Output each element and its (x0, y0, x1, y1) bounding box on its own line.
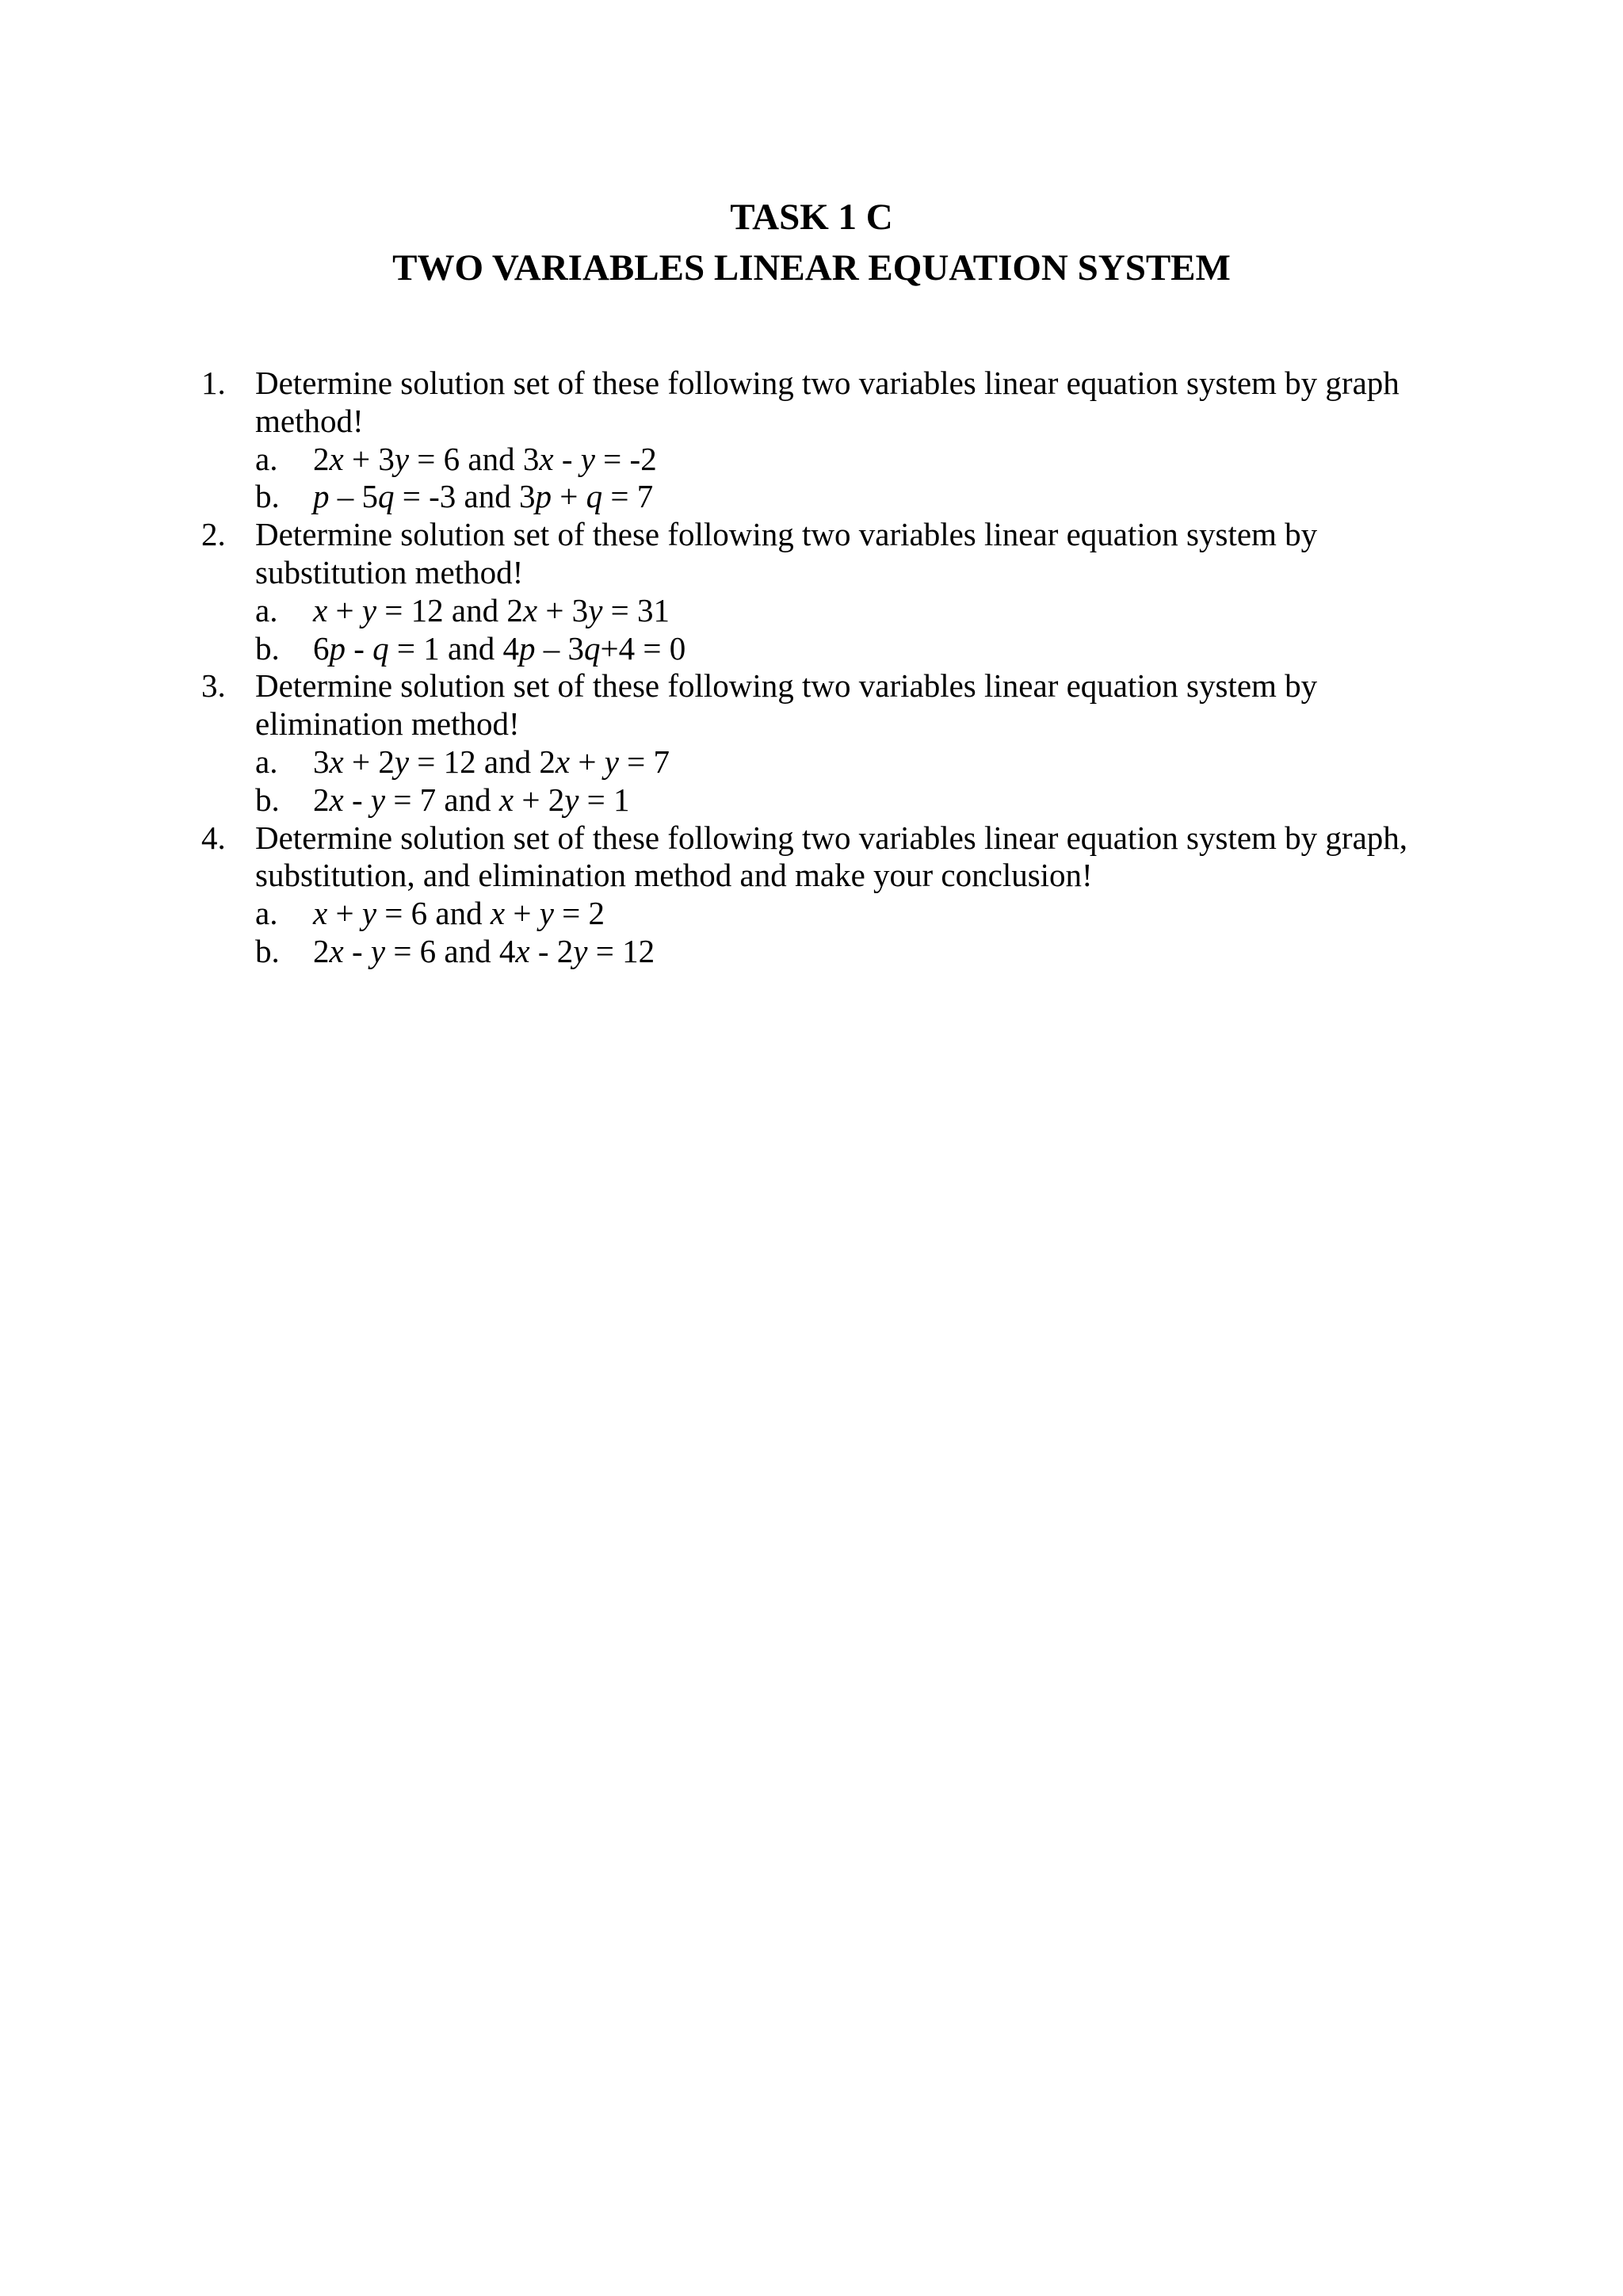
variable: x (555, 743, 571, 780)
task-4-item-a (255, 895, 1434, 933)
variable: y (394, 743, 410, 780)
item-letter: b. (255, 932, 280, 969)
task-number: 1. (201, 365, 226, 401)
variable: p (329, 629, 346, 667)
variable: x (522, 591, 538, 628)
variable: y (573, 932, 588, 969)
variable: x (490, 895, 506, 932)
equation: p – 5q = -3 and 3p + q = 7 (313, 478, 654, 515)
variable: y (370, 781, 386, 818)
item-letter: b. (255, 478, 280, 515)
variable: x (329, 440, 344, 477)
equation: 2x + 3y = 6 and 3x - y = -2 (313, 440, 657, 477)
item-letter: b. (255, 629, 280, 667)
variable: x (329, 932, 344, 969)
item-letter: a. (255, 743, 278, 780)
task-1-item-a (255, 441, 1434, 479)
variable: y (580, 440, 595, 477)
item-letter: b. (255, 781, 280, 818)
document-title (0, 192, 1623, 293)
variable: p (518, 629, 536, 667)
variable: x (329, 743, 344, 780)
title-line-2: TWO VARIABLES LINEAR EQUATION SYSTEM (392, 247, 1231, 288)
variable: x (329, 781, 344, 818)
equation: 3x + 2y = 12 and 2x + y = 7 (313, 743, 670, 780)
variable: y (361, 591, 377, 628)
variable: y (370, 932, 386, 969)
variable: y (394, 440, 410, 477)
title-line-1: TASK 1 C (730, 197, 893, 238)
task-2-item-b (255, 630, 1434, 668)
variable: q (378, 478, 395, 515)
item-letter: a. (255, 440, 278, 477)
equation: x + y = 12 and 2x + 3y = 31 (313, 591, 670, 628)
task-number: 3. (201, 667, 226, 705)
task-2-item-a (255, 592, 1434, 630)
task-1 (198, 365, 1434, 516)
item-letter: a. (255, 591, 278, 628)
variable: x (539, 440, 554, 477)
task-4 (198, 819, 1434, 971)
equation: x + y = 6 and x + y = 2 (313, 895, 605, 932)
equation: 6p - q = 1 and 4p – 3q+4 = 0 (313, 629, 686, 667)
variable: x (313, 895, 328, 932)
task-number: 4. (201, 819, 226, 856)
variable: y (539, 895, 554, 932)
task-3-item-b (255, 781, 1434, 819)
variable: q (372, 629, 389, 667)
variable: y (564, 781, 579, 818)
task-2 (198, 516, 1434, 667)
task-instruction: Determine solution set of these following two variables linear equation system by substitution method! (255, 516, 1318, 590)
equation: 2x - y = 7 and x + 2y = 1 (313, 781, 630, 818)
variable: p (535, 478, 552, 515)
task-instruction: Determine solution set of these following two variables linear equation system by graph method! (255, 365, 1400, 439)
task-4-item-b (255, 933, 1434, 971)
task-1-item-b (255, 478, 1434, 516)
variable: y (588, 591, 603, 628)
task-instruction: Determine solution set of these following two variables linear equation system by elimination method! (255, 667, 1318, 743)
task-number: 2. (201, 516, 226, 553)
task-instruction: Determine solution set of these following two variables linear equation system by graph, substitution, and elimination method and make your conclusion! (255, 819, 1408, 894)
variable: y (361, 895, 377, 932)
task-3-item-a (255, 743, 1434, 781)
equation: 2x - y = 6 and 4x - 2y = 12 (313, 932, 655, 969)
variable: q (586, 478, 603, 515)
variable: x (515, 932, 530, 969)
task-3 (198, 667, 1434, 819)
variable: x (498, 781, 514, 818)
variable: y (604, 743, 619, 780)
task-list (198, 365, 1434, 971)
variable: p (313, 478, 330, 515)
variable: x (313, 591, 328, 628)
item-letter: a. (255, 895, 278, 932)
variable: q (583, 629, 601, 667)
